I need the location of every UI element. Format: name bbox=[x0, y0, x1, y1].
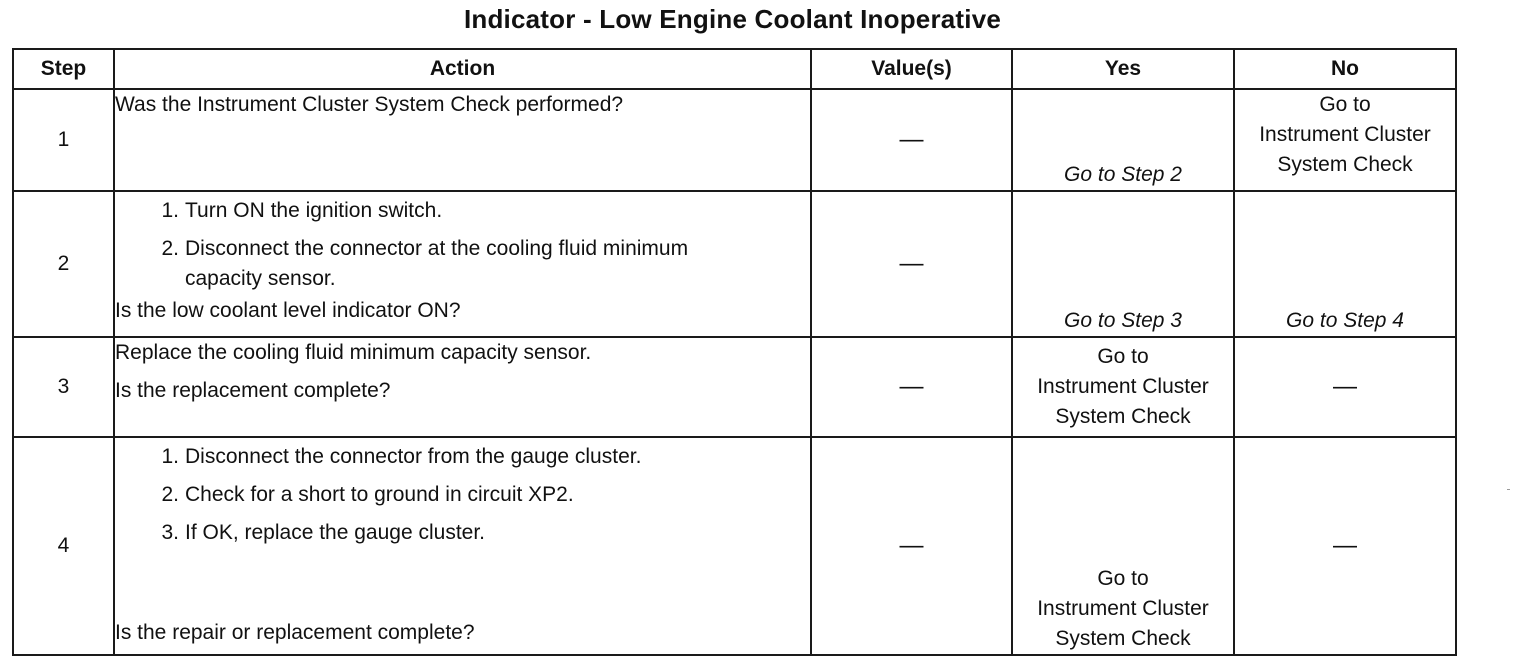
table-row bbox=[13, 191, 1456, 337]
action-steps bbox=[115, 196, 810, 294]
action-step: If OK, replace the gauge cluster. bbox=[185, 521, 486, 544]
table-row bbox=[13, 437, 1456, 655]
action-cell bbox=[114, 337, 811, 437]
no-goto bbox=[1259, 90, 1431, 180]
no-cell bbox=[1234, 89, 1456, 191]
header-no: No bbox=[1234, 49, 1456, 89]
action-step: Check for a short to ground in circuit XP2. bbox=[185, 483, 574, 506]
yes-goto: Go to Step 3 bbox=[1064, 309, 1182, 332]
yes-goto: Go to Step 2 bbox=[1064, 163, 1182, 186]
action-steps bbox=[115, 442, 810, 556]
step-number: 3 bbox=[13, 337, 114, 437]
table-row bbox=[13, 89, 1456, 191]
no-cell bbox=[1234, 191, 1456, 337]
yes-cell bbox=[1012, 89, 1234, 191]
diagnostic-table bbox=[12, 48, 1457, 656]
action-step: Turn ON the ignition switch. bbox=[185, 199, 443, 222]
goto-line: Go to bbox=[1097, 345, 1149, 368]
page-title: Indicator - Low Engine Coolant Inoperative bbox=[463, 4, 1002, 34]
header-values: Value(s) bbox=[811, 49, 1012, 89]
header-step: Step bbox=[13, 49, 114, 89]
action-question: Is the repair or replacement complete? bbox=[115, 621, 475, 644]
action-cell bbox=[114, 191, 811, 337]
goto-line: Instrument Cluster bbox=[1259, 123, 1431, 146]
step-number: 4 bbox=[13, 437, 114, 655]
goto-line: Go to bbox=[1097, 567, 1149, 590]
no-cell: — bbox=[1234, 437, 1456, 655]
goto-line: System Check bbox=[1055, 627, 1191, 650]
yes-cell bbox=[1012, 337, 1234, 437]
value-cell: — bbox=[811, 437, 1012, 655]
no-goto: Go to Step 4 bbox=[1286, 309, 1404, 332]
action-cell bbox=[114, 89, 811, 191]
header-yes: Yes bbox=[1012, 49, 1234, 89]
scan-speck bbox=[1507, 489, 1510, 490]
value-cell: — bbox=[811, 89, 1012, 191]
goto-line: Instrument Cluster bbox=[1037, 597, 1209, 620]
goto-line: System Check bbox=[1055, 405, 1191, 428]
goto-line: System Check bbox=[1277, 153, 1413, 176]
yes-goto bbox=[1037, 564, 1209, 654]
no-cell: — bbox=[1234, 337, 1456, 437]
yes-goto bbox=[1037, 342, 1209, 432]
action-question: Is the low coolant level indicator ON? bbox=[115, 299, 461, 322]
action-step: Disconnect the connector at the cooling fluid minimum capacity sensor. bbox=[185, 237, 689, 290]
value-cell: — bbox=[811, 191, 1012, 337]
table-row bbox=[13, 337, 1456, 437]
action-text: Replace the cooling fluid minimum capacity sensor. bbox=[115, 341, 592, 364]
goto-line: Go to bbox=[1319, 93, 1371, 116]
action-question: Is the replacement complete? bbox=[115, 379, 391, 402]
yes-cell bbox=[1012, 191, 1234, 337]
step-number: 2 bbox=[13, 191, 114, 337]
action-step: Disconnect the connector from the gauge cluster. bbox=[185, 445, 642, 468]
yes-cell bbox=[1012, 437, 1234, 655]
header-row bbox=[13, 49, 1456, 89]
goto-line: Instrument Cluster bbox=[1037, 375, 1209, 398]
step-number: 1 bbox=[13, 89, 114, 191]
action-cell bbox=[114, 437, 811, 655]
value-cell: — bbox=[811, 337, 1012, 437]
header-action: Action bbox=[114, 49, 811, 89]
action-question: Was the Instrument Cluster System Check performed? bbox=[115, 93, 624, 116]
